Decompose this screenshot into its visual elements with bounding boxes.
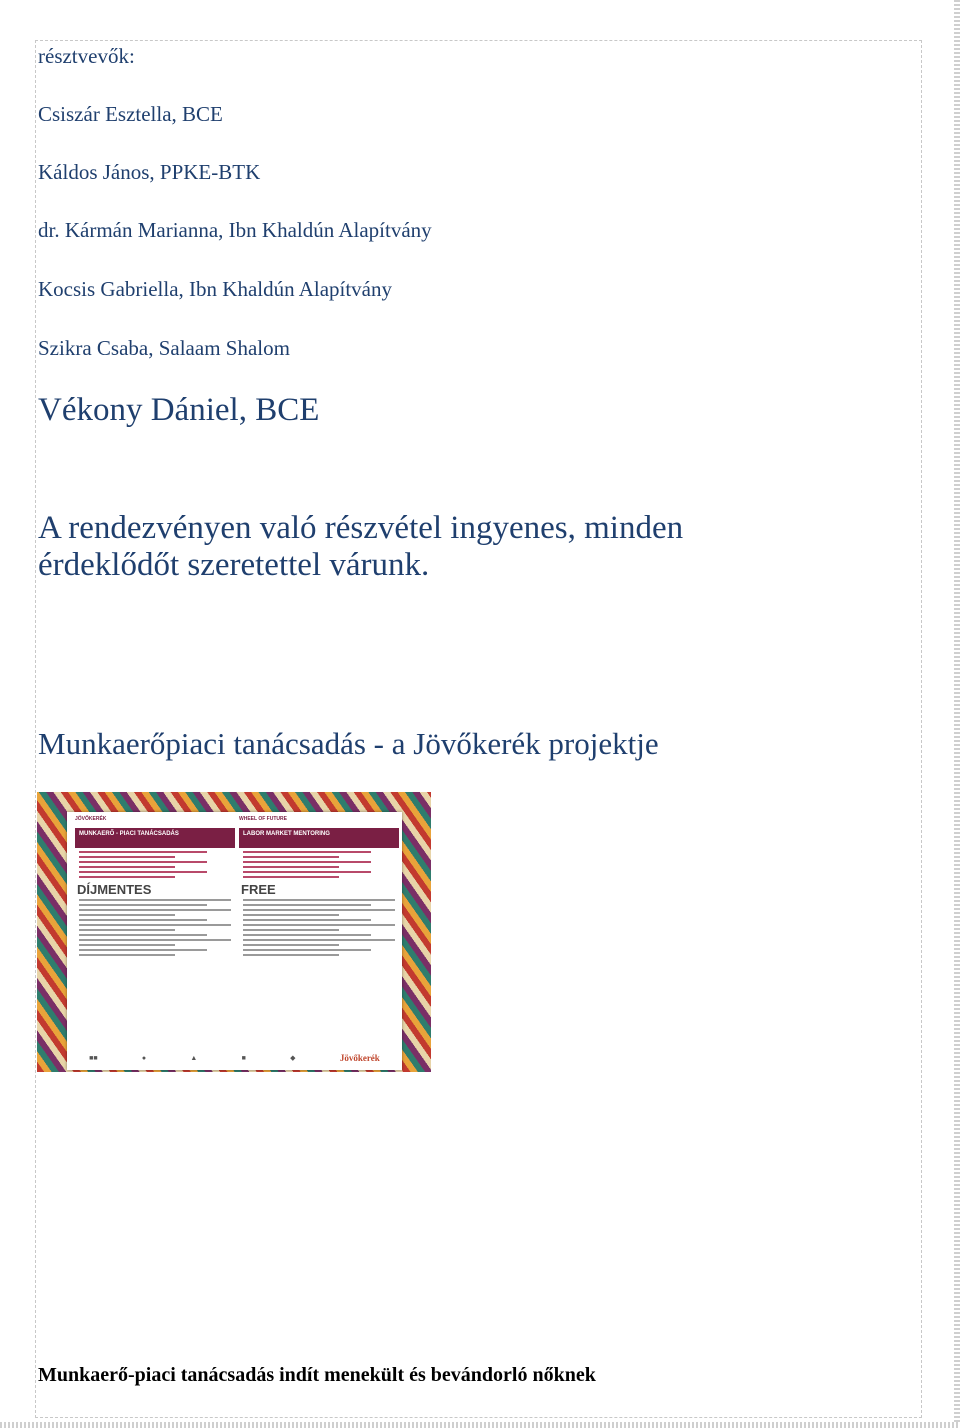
- poster-text-line: [79, 919, 207, 921]
- poster-text-line: [243, 924, 395, 926]
- closing-line-1: A rendezvényen való részvétel ingyenes, minden: [38, 510, 684, 546]
- poster-right-headline: FREE: [241, 882, 276, 897]
- poster-right-column: [239, 812, 399, 1042]
- poster-text-line: [243, 954, 339, 956]
- poster-text-line: [243, 929, 339, 931]
- poster-text-line: [243, 871, 371, 873]
- page-edge-bottom: [0, 1422, 960, 1428]
- poster-text-line: [79, 929, 175, 931]
- poster-text-line: [79, 856, 175, 858]
- page-edge-right: [954, 0, 960, 1428]
- participant-item: Káldos János, PPKE-BTK: [38, 160, 261, 184]
- poster-text-line: [79, 899, 231, 901]
- poster-text-line: [243, 934, 371, 936]
- poster-text-line: [79, 949, 207, 951]
- poster-text-line: [243, 866, 339, 868]
- closing-line-2: érdeklődőt szeretettel várunk.: [38, 547, 430, 583]
- poster-text-line: [79, 909, 231, 911]
- poster-left-band: MUNKAERŐ - PIACI TANÁCSADÁS: [75, 828, 235, 848]
- partner-logo: ▲: [190, 1054, 198, 1062]
- poster-left-org: JÖVŐKERÉK: [75, 816, 107, 822]
- poster-text-line: [79, 904, 207, 906]
- poster-text-line: [243, 899, 395, 901]
- poster-text-line: [79, 924, 231, 926]
- poster-text-line: [79, 934, 207, 936]
- poster-text-line: [243, 861, 371, 863]
- poster-text-line: [79, 861, 207, 863]
- poster-text-line: [243, 939, 395, 941]
- participant-item: Kocsis Gabriella, Ibn Khaldún Alapítvány: [38, 277, 393, 301]
- participant-item: Csiszár Esztella, BCE: [38, 102, 223, 126]
- poster-text-line: [79, 866, 175, 868]
- partner-logo: ●: [141, 1054, 147, 1062]
- poster-text-line: [243, 851, 371, 853]
- poster-text-line: [243, 914, 339, 916]
- poster-text-line: [79, 871, 207, 873]
- poster-text-line: [79, 876, 175, 878]
- poster-image: [37, 792, 431, 1072]
- image-caption: Munkaerő-piaci tanácsadás indít menekült és bevándorló nőknek: [38, 1364, 596, 1386]
- poster-left-headline: DÍJMENTES: [77, 882, 152, 897]
- partner-logo: ◆: [290, 1055, 296, 1062]
- poster-text-line: [79, 944, 175, 946]
- participant-item: dr. Kármán Marianna, Ibn Khaldún Alapítvány: [38, 218, 432, 242]
- poster-left-column: [75, 812, 235, 1042]
- poster-text-line: [79, 939, 231, 941]
- poster-text-line: [243, 876, 339, 878]
- poster-right-org: WHEEL OF FUTURE: [239, 816, 287, 822]
- participant-item: Vékony Dániel, BCE: [38, 392, 320, 428]
- poster-text-line: [243, 944, 339, 946]
- poster-text-line: [243, 949, 371, 951]
- poster-text-line: [79, 851, 207, 853]
- poster-text-line: [243, 919, 371, 921]
- participant-item: Szikra Csaba, Salaam Shalom: [38, 336, 290, 360]
- poster-text-line: [79, 914, 175, 916]
- poster-logo-strip: [67, 1046, 402, 1070]
- participants-label: résztvevők:: [38, 44, 135, 68]
- poster-text-line: [243, 909, 395, 911]
- partner-logo: ■: [241, 1054, 246, 1062]
- partner-logo: ■■: [89, 1054, 98, 1062]
- poster-text-line: [243, 856, 339, 858]
- poster-sheet: [67, 812, 402, 1070]
- poster-text-line: [79, 954, 175, 956]
- poster-text-line: [243, 904, 371, 906]
- section-title: Munkaerőpiaci tanácsadás - a Jövőkerék projektje: [38, 726, 659, 761]
- poster-right-band: LABOR MARKET MENTORING: [239, 828, 399, 848]
- brand-logo: Jövőkerék: [339, 1053, 380, 1063]
